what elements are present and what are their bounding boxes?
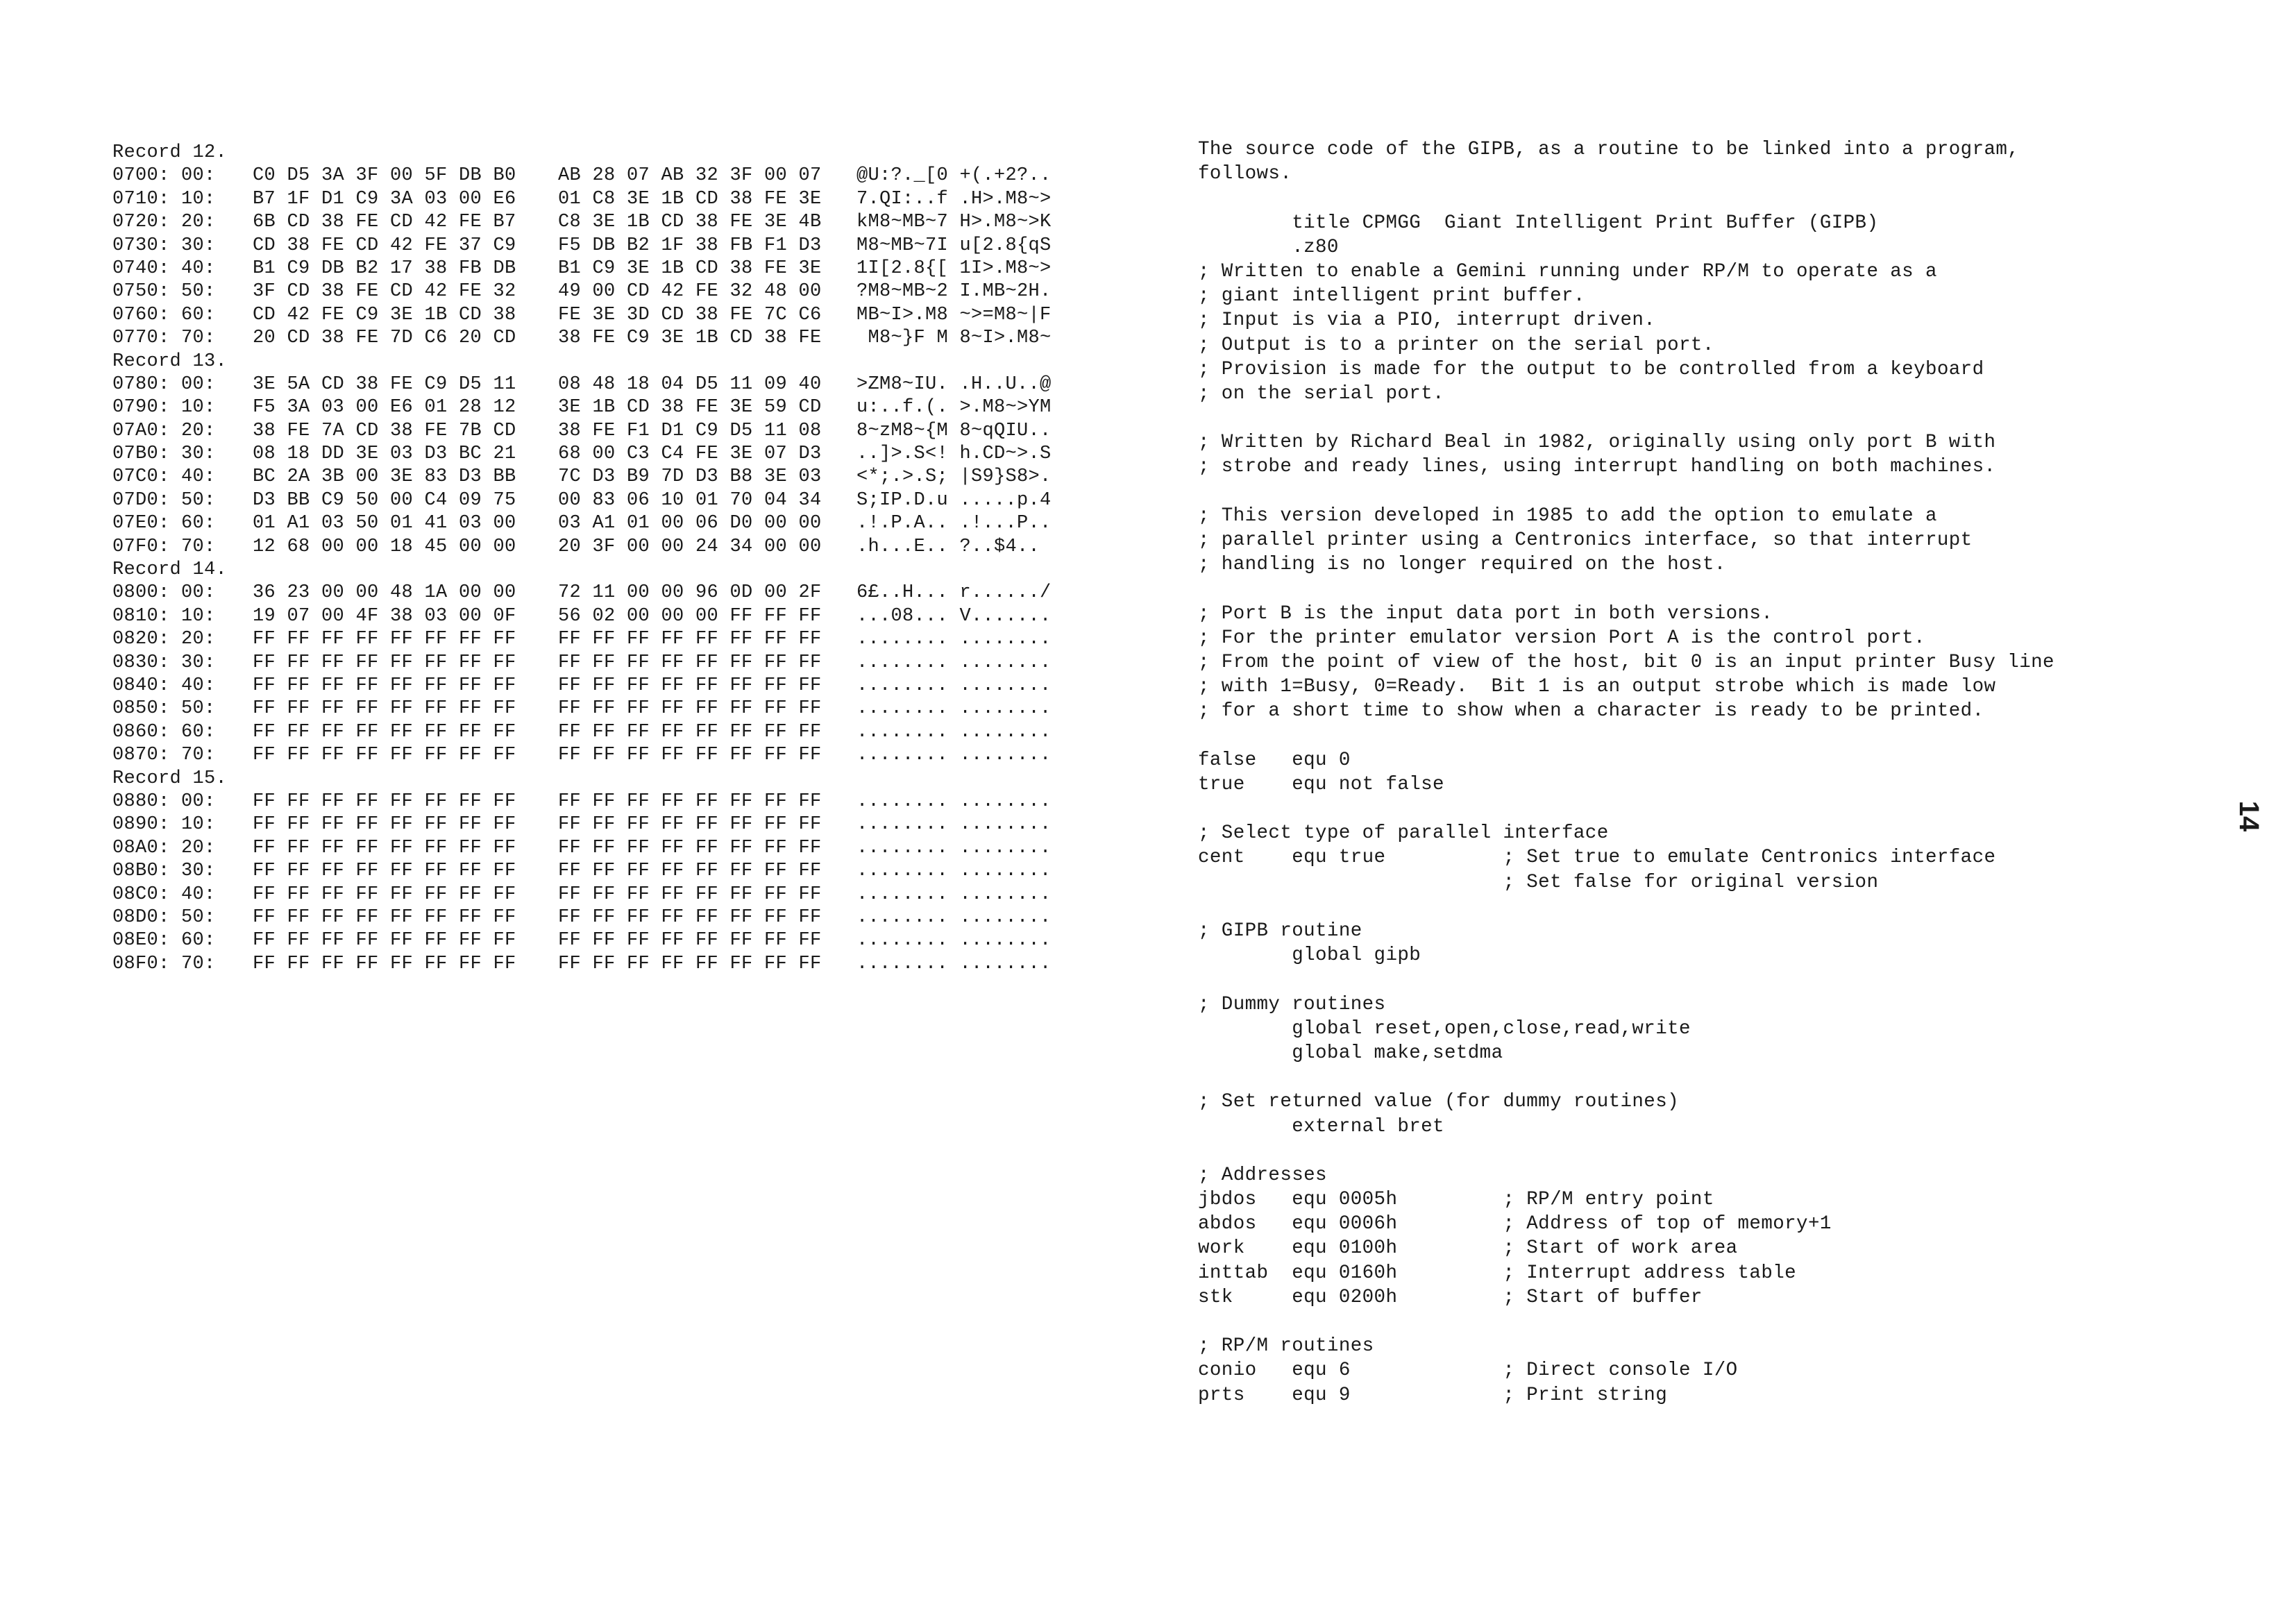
dump-ascii: ........ ........ bbox=[856, 652, 1052, 673]
dump-address: 0880: 00: bbox=[112, 790, 216, 812]
dump-ascii: ........ ........ bbox=[856, 790, 1052, 812]
source-line: external bret bbox=[1198, 1115, 1444, 1137]
source-line: ; strobe and ready lines, using interrupt handling on both machines. bbox=[1198, 456, 1996, 478]
source-line: ; Port B is the input data port in both versions. bbox=[1198, 602, 1773, 625]
dump-row bbox=[112, 396, 1079, 419]
dump-hex-bytes-high: FF FF FF FF FF FF FF FF bbox=[558, 790, 822, 812]
source-line: work equ 0100h ; Start of work area bbox=[1198, 1237, 1738, 1260]
source-line: prts equ 9 ; Print string bbox=[1198, 1384, 1668, 1406]
dump-row bbox=[112, 697, 1079, 720]
dump-hex-bytes-low: FF FF FF FF FF FF FF FF bbox=[253, 675, 516, 696]
dump-ascii: ........ ........ bbox=[856, 883, 1052, 905]
dump-row bbox=[112, 211, 1079, 234]
source-line: ; Input is via a PIO, interrupt driven. bbox=[1198, 310, 1656, 332]
dump-row bbox=[112, 489, 1079, 512]
dump-row bbox=[112, 744, 1079, 767]
source-line: The source code of the GIPB, as a routine to be linked into a program, bbox=[1198, 139, 2020, 160]
dump-address: 0730: 30: bbox=[112, 235, 216, 256]
dump-hex-bytes-low: FF FF FF FF FF FF FF FF bbox=[253, 837, 516, 858]
dump-address: 0810: 10: bbox=[112, 605, 216, 627]
dump-row bbox=[112, 420, 1079, 443]
dump-hex-bytes-low: 08 18 DD 3E 03 D3 BC 21 bbox=[253, 443, 516, 465]
dump-address: 08D0: 50: bbox=[112, 906, 216, 928]
dump-ascii: M8~}F M 8~I>.M8~ bbox=[856, 328, 1052, 349]
dump-hex-bytes-low: 12 68 00 00 18 45 00 00 bbox=[253, 536, 516, 557]
dump-hex-bytes-low: F5 3A 03 00 E6 01 28 12 bbox=[253, 397, 516, 418]
source-line: global reset,open,close,read,write bbox=[1198, 1017, 1691, 1040]
dump-hex-bytes-high: 00 83 06 10 01 70 04 34 bbox=[558, 489, 822, 511]
dump-hex-bytes-low: FF FF FF FF FF FF FF FF bbox=[253, 883, 516, 905]
dump-hex-bytes-low: FF FF FF FF FF FF FF FF bbox=[253, 861, 516, 882]
dump-hex-bytes-high: B1 C9 3E 1B CD 38 FE 3E bbox=[558, 257, 822, 279]
dump-row bbox=[112, 164, 1079, 187]
source-line bbox=[1198, 577, 2054, 601]
dump-row bbox=[112, 582, 1079, 604]
dump-hex-bytes-low: C0 D5 3A 3F 00 5F DB B0 bbox=[253, 165, 516, 187]
dump-address: 0700: 00: bbox=[112, 165, 216, 187]
dump-row bbox=[112, 837, 1079, 860]
dump-ascii: <*;.>.S; |S9}S8>. bbox=[856, 466, 1052, 488]
dump-hex-bytes-low: 01 A1 03 50 01 41 03 00 bbox=[253, 513, 516, 534]
source-line: ; on the serial port. bbox=[1198, 382, 1444, 405]
dump-hex-bytes-high: 7C D3 B9 7D D3 B8 3E 03 bbox=[558, 466, 822, 488]
dump-row bbox=[112, 466, 1079, 489]
source-line: stk equ 0200h ; Start of buffer bbox=[1198, 1286, 1703, 1308]
dump-ascii: MB~I>.M8 ~>=M8~|F bbox=[856, 304, 1052, 325]
dump-hex-bytes-high: FF FF FF FF FF FF FF FF bbox=[558, 814, 822, 836]
dump-address: 0830: 30: bbox=[112, 652, 216, 673]
source-line: ; Dummy routines bbox=[1198, 993, 1386, 1015]
dump-ascii: 8~zM8~{M 8~qQIU.. bbox=[856, 420, 1052, 441]
source-line: ; with 1=Busy, 0=Ready. Bit 1 is an output strobe which is made low bbox=[1198, 676, 1996, 698]
dump-hex-bytes-low: 3F CD 38 FE CD 42 FE 32 bbox=[253, 281, 516, 303]
source-line bbox=[1198, 1139, 2054, 1163]
source-line: ; RP/M routines bbox=[1198, 1335, 1374, 1357]
dump-address: 0850: 50: bbox=[112, 698, 216, 720]
dump-address: 0790: 10: bbox=[112, 397, 216, 418]
dump-ascii: 6£..H... r....../ bbox=[856, 582, 1052, 604]
dump-hex-bytes-high: 38 FE F1 D1 C9 D5 11 08 bbox=[558, 420, 822, 441]
dump-ascii: ..]>.S<! h.CD~>.S bbox=[856, 443, 1052, 465]
source-line: ; Output is to a printer on the serial port. bbox=[1198, 334, 1714, 356]
dump-address: 0890: 10: bbox=[112, 814, 216, 836]
dump-hex-bytes-high: FF FF FF FF FF FF FF FF bbox=[558, 861, 822, 882]
dump-hex-bytes-low: FF FF FF FF FF FF FF FF bbox=[253, 698, 516, 720]
dump-address: 07A0: 20: bbox=[112, 420, 216, 441]
dump-hex-bytes-high: F5 DB B2 1F 38 FB F1 D3 bbox=[558, 235, 822, 256]
dump-hex-bytes-high: 49 00 CD 42 FE 32 48 00 bbox=[558, 281, 822, 303]
source-line: ; Written by Richard Beal in 1982, originally using only port B with bbox=[1198, 432, 1996, 454]
dump-address: 07B0: 30: bbox=[112, 443, 216, 465]
source-line bbox=[1198, 895, 2054, 919]
dump-address: 0740: 40: bbox=[112, 257, 216, 279]
dump-hex-bytes-high: FE 3E 3D CD 38 FE 7C C6 bbox=[558, 304, 822, 325]
dump-address: 07D0: 50: bbox=[112, 489, 216, 511]
dump-address: 0870: 70: bbox=[112, 745, 216, 766]
source-line: ; Addresses bbox=[1198, 1164, 1327, 1186]
dump-hex-bytes-low: FF FF FF FF FF FF FF FF bbox=[253, 906, 516, 928]
record-header: Record 13. bbox=[112, 350, 228, 372]
dump-row bbox=[112, 675, 1079, 697]
dump-hex-bytes-low: BC 2A 3B 00 3E 83 D3 BB bbox=[253, 466, 516, 488]
dump-row bbox=[112, 373, 1079, 396]
dump-hex-bytes-high: FF FF FF FF FF FF FF FF bbox=[558, 883, 822, 905]
dump-address: 0770: 70: bbox=[112, 328, 216, 349]
dump-row bbox=[112, 860, 1079, 883]
dump-hex-bytes-high: C8 3E 1B CD 38 FE 3E 4B bbox=[558, 212, 822, 233]
dump-row bbox=[112, 906, 1079, 929]
dump-row bbox=[112, 628, 1079, 651]
dump-address: 08C0: 40: bbox=[112, 883, 216, 905]
dump-address: 0840: 40: bbox=[112, 675, 216, 696]
dump-ascii: ........ ........ bbox=[856, 698, 1052, 720]
dump-address: 0760: 60: bbox=[112, 304, 216, 325]
dump-ascii: @U:?._[0 +(.+2?.. bbox=[856, 165, 1052, 187]
dump-hex-bytes-high: FF FF FF FF FF FF FF FF bbox=[558, 675, 822, 696]
dump-ascii: ........ ........ bbox=[856, 629, 1052, 650]
dump-ascii: M8~MB~7I u[2.8{qS bbox=[856, 235, 1052, 256]
dump-row bbox=[112, 790, 1079, 813]
dump-hex-bytes-low: B7 1F D1 C9 3A 03 00 E6 bbox=[253, 188, 516, 210]
dump-ascii: ...08... V....... bbox=[856, 605, 1052, 627]
dump-hex-bytes-low: B1 C9 DB B2 17 38 FB DB bbox=[253, 257, 516, 279]
dump-address: 07C0: 40: bbox=[112, 466, 216, 488]
dump-hex-bytes-high: 3E 1B CD 38 FE 3E 59 CD bbox=[558, 397, 822, 418]
dump-row bbox=[112, 953, 1079, 976]
source-line: inttab equ 0160h ; Interrupt address table bbox=[1198, 1262, 1797, 1284]
source-line: title CPMGG Giant Intelligent Print Buffer (GIPB) bbox=[1198, 212, 1879, 234]
source-line: ; Provision is made for the output to be controlled from a keyboard bbox=[1198, 358, 1984, 380]
dump-hex-bytes-low: 19 07 00 4F 38 03 00 0F bbox=[253, 605, 516, 627]
source-line: jbdos equ 0005h ; RP/M entry point bbox=[1198, 1189, 1714, 1211]
dump-row bbox=[112, 652, 1079, 675]
dump-hex-bytes-low: FF FF FF FF FF FF FF FF bbox=[253, 814, 516, 836]
dump-address: 07F0: 70: bbox=[112, 536, 216, 557]
dump-row bbox=[112, 257, 1079, 280]
dump-ascii: ?M8~MB~2 I.MB~2H. bbox=[856, 281, 1052, 303]
dump-hex-bytes-high: FF FF FF FF FF FF FF FF bbox=[558, 721, 822, 743]
dump-hex-bytes-low: CD 42 FE C9 3E 1B CD 38 bbox=[253, 304, 516, 325]
dump-row bbox=[112, 188, 1079, 211]
source-line: ; This version developed in 1985 to add the option to emulate a bbox=[1198, 505, 1937, 527]
dump-row bbox=[112, 721, 1079, 744]
dump-hex-bytes-high: 20 3F 00 00 24 34 00 00 bbox=[558, 536, 822, 557]
dump-hex-bytes-high: 08 48 18 04 D5 11 09 40 bbox=[558, 373, 822, 395]
source-line: global gipb bbox=[1198, 945, 1421, 967]
dump-hex-bytes-high: AB 28 07 AB 32 3F 00 07 bbox=[558, 165, 822, 187]
dump-row bbox=[112, 536, 1079, 559]
dump-ascii: >ZM8~IU. .H..U..@ bbox=[856, 373, 1052, 395]
dump-hex-bytes-low: 20 CD 38 FE 7D C6 20 CD bbox=[253, 328, 516, 349]
source-line: ; From the point of view of the host, bit 0 is an input printer Busy line bbox=[1198, 651, 2054, 673]
dump-address: 08F0: 70: bbox=[112, 953, 216, 974]
source-line: abdos equ 0006h ; Address of top of memory+1 bbox=[1198, 1213, 1832, 1235]
source-line: false equ 0 bbox=[1198, 749, 1351, 771]
dump-ascii: kM8~MB~7 H>.M8~>K bbox=[856, 212, 1052, 233]
source-line: ; For the printer emulator version Port A is the control port. bbox=[1198, 627, 1925, 649]
dump-hex-bytes-high: FF FF FF FF FF FF FF FF bbox=[558, 698, 822, 720]
record-header: Record 12. bbox=[112, 142, 228, 163]
dump-address: 0780: 00: bbox=[112, 373, 216, 395]
dump-row bbox=[112, 929, 1079, 952]
source-line bbox=[1198, 967, 2054, 992]
dump-ascii: ........ ........ bbox=[856, 861, 1052, 882]
record-header: Record 15. bbox=[112, 768, 228, 789]
dump-hex-bytes-low: D3 BB C9 50 00 C4 09 75 bbox=[253, 489, 516, 511]
dump-row bbox=[112, 443, 1079, 466]
dump-address: 0750: 50: bbox=[112, 281, 216, 303]
dump-ascii: S;IP.D.u .....p.4 bbox=[856, 489, 1052, 511]
source-line: cent equ true ; Set true to emulate Centronics interface bbox=[1198, 847, 1996, 869]
dump-hex-bytes-high: 56 02 00 00 00 FF FF FF bbox=[558, 605, 822, 627]
dump-hex-bytes-low: 36 23 00 00 48 1A 00 00 bbox=[253, 582, 516, 604]
dump-hex-bytes-high: 68 00 C3 C4 FE 3E 07 D3 bbox=[558, 443, 822, 465]
dump-hex-bytes-low: FF FF FF FF FF FF FF FF bbox=[253, 930, 516, 951]
dump-row bbox=[112, 512, 1079, 535]
dump-ascii: 1I[2.8{[ 1I>.M8~> bbox=[856, 257, 1052, 279]
dump-ascii: .h...E.. ?..$4.. bbox=[856, 536, 1040, 557]
dump-ascii: ........ ........ bbox=[856, 745, 1052, 766]
dump-hex-bytes-low: 3E 5A CD 38 FE C9 D5 11 bbox=[253, 373, 516, 395]
dump-hex-bytes-high: FF FF FF FF FF FF FF FF bbox=[558, 953, 822, 974]
dump-hex-bytes-high: 72 11 00 00 96 0D 00 2F bbox=[558, 582, 822, 604]
dump-ascii: ........ ........ bbox=[856, 814, 1052, 836]
dump-address: 08B0: 30: bbox=[112, 861, 216, 882]
dump-hex-bytes-low: FF FF FF FF FF FF FF FF bbox=[253, 790, 516, 812]
source-line: ; parallel printer using a Centronics interface, so that interrupt bbox=[1198, 530, 1973, 551]
dump-row bbox=[112, 280, 1079, 303]
dump-hex-bytes-low: CD 38 FE CD 42 FE 37 C9 bbox=[253, 235, 516, 256]
dump-ascii: 7.QI:..f .H>.M8~> bbox=[856, 188, 1052, 210]
source-line: ; for a short time to show when a character is ready to be printed. bbox=[1198, 700, 1984, 722]
dump-ascii: ........ ........ bbox=[856, 721, 1052, 743]
dump-address: 08A0: 20: bbox=[112, 837, 216, 858]
dump-ascii: .!.P.A.. .!...P.. bbox=[856, 513, 1052, 534]
source-line bbox=[1198, 480, 2054, 504]
source-line: ; GIPB routine bbox=[1198, 920, 1362, 942]
source-line: .z80 bbox=[1198, 236, 1339, 258]
dump-hex-bytes-low: FF FF FF FF FF FF FF FF bbox=[253, 953, 516, 974]
dump-hex-bytes-high: 38 FE C9 3E 1B CD 38 FE bbox=[558, 328, 822, 349]
dump-hex-bytes-high: FF FF FF FF FF FF FF FF bbox=[558, 629, 822, 650]
dump-address: 08E0: 60: bbox=[112, 930, 216, 951]
source-line bbox=[1198, 1065, 2054, 1090]
source-line: ; giant intelligent print buffer. bbox=[1198, 285, 1585, 307]
source-line: ; Written to enable a Gemini running under RP/M to operate as a bbox=[1198, 260, 1937, 282]
dump-hex-bytes-low: 6B CD 38 FE CD 42 FE B7 bbox=[253, 212, 516, 233]
dump-row bbox=[112, 605, 1079, 628]
source-line bbox=[1198, 724, 2054, 748]
dump-hex-bytes-high: 01 C8 3E 1B CD 38 FE 3E bbox=[558, 188, 822, 210]
dump-row bbox=[112, 304, 1079, 327]
dump-hex-bytes-low: FF FF FF FF FF FF FF FF bbox=[253, 652, 516, 673]
dump-address: 0860: 60: bbox=[112, 721, 216, 743]
source-line bbox=[1198, 1310, 2054, 1334]
source-line bbox=[1198, 186, 2054, 210]
source-line bbox=[1198, 406, 2054, 430]
dump-row bbox=[112, 883, 1079, 906]
source-line bbox=[1198, 797, 2054, 821]
dump-hex-bytes-high: FF FF FF FF FF FF FF FF bbox=[558, 906, 822, 928]
source-line: true equ not false bbox=[1198, 773, 1444, 795]
dump-hex-bytes-high: FF FF FF FF FF FF FF FF bbox=[558, 745, 822, 766]
dump-hex-bytes-high: 03 A1 01 00 06 D0 00 00 bbox=[558, 513, 822, 534]
source-listing bbox=[1198, 137, 2054, 1407]
dump-row bbox=[112, 813, 1079, 836]
dump-row bbox=[112, 327, 1079, 350]
source-line: ; Set false for original version bbox=[1198, 871, 1879, 893]
source-line: follows. bbox=[1198, 163, 1292, 185]
source-line: ; Set returned value (for dummy routines) bbox=[1198, 1091, 1680, 1113]
source-line: ; handling is no longer required on the host. bbox=[1198, 554, 1726, 576]
dump-ascii: ........ ........ bbox=[856, 953, 1052, 974]
dump-hex-bytes-low: FF FF FF FF FF FF FF FF bbox=[253, 721, 516, 743]
record-header: Record 14. bbox=[112, 559, 228, 581]
page-number: 14 bbox=[2234, 800, 2264, 832]
dump-hex-bytes-high: FF FF FF FF FF FF FF FF bbox=[558, 837, 822, 858]
dump-ascii: ........ ........ bbox=[856, 930, 1052, 951]
source-line: global make,setdma bbox=[1198, 1042, 1503, 1064]
dump-ascii: ........ ........ bbox=[856, 906, 1052, 928]
dump-address: 07E0: 60: bbox=[112, 513, 216, 534]
dump-row bbox=[112, 235, 1079, 257]
dump-address: 0800: 00: bbox=[112, 582, 216, 604]
dump-ascii: u:..f.(. >.M8~>YM bbox=[856, 397, 1052, 418]
dump-ascii: ........ ........ bbox=[856, 675, 1052, 696]
dump-hex-bytes-high: FF FF FF FF FF FF FF FF bbox=[558, 652, 822, 673]
dump-hex-bytes-low: FF FF FF FF FF FF FF FF bbox=[253, 745, 516, 766]
dump-ascii: ........ ........ bbox=[856, 837, 1052, 858]
dump-hex-bytes-high: FF FF FF FF FF FF FF FF bbox=[558, 930, 822, 951]
dump-address: 0720: 20: bbox=[112, 212, 216, 233]
dump-hex-bytes-low: FF FF FF FF FF FF FF FF bbox=[253, 629, 516, 650]
dump-hex-bytes-low: 38 FE 7A CD 38 FE 7B CD bbox=[253, 420, 516, 441]
hex-dump bbox=[112, 142, 1079, 976]
source-line: ; Select type of parallel interface bbox=[1198, 822, 1609, 845]
dump-address: 0820: 20: bbox=[112, 629, 216, 650]
source-line: conio equ 6 ; Direct console I/O bbox=[1198, 1360, 1738, 1382]
dump-address: 0710: 10: bbox=[112, 188, 216, 210]
